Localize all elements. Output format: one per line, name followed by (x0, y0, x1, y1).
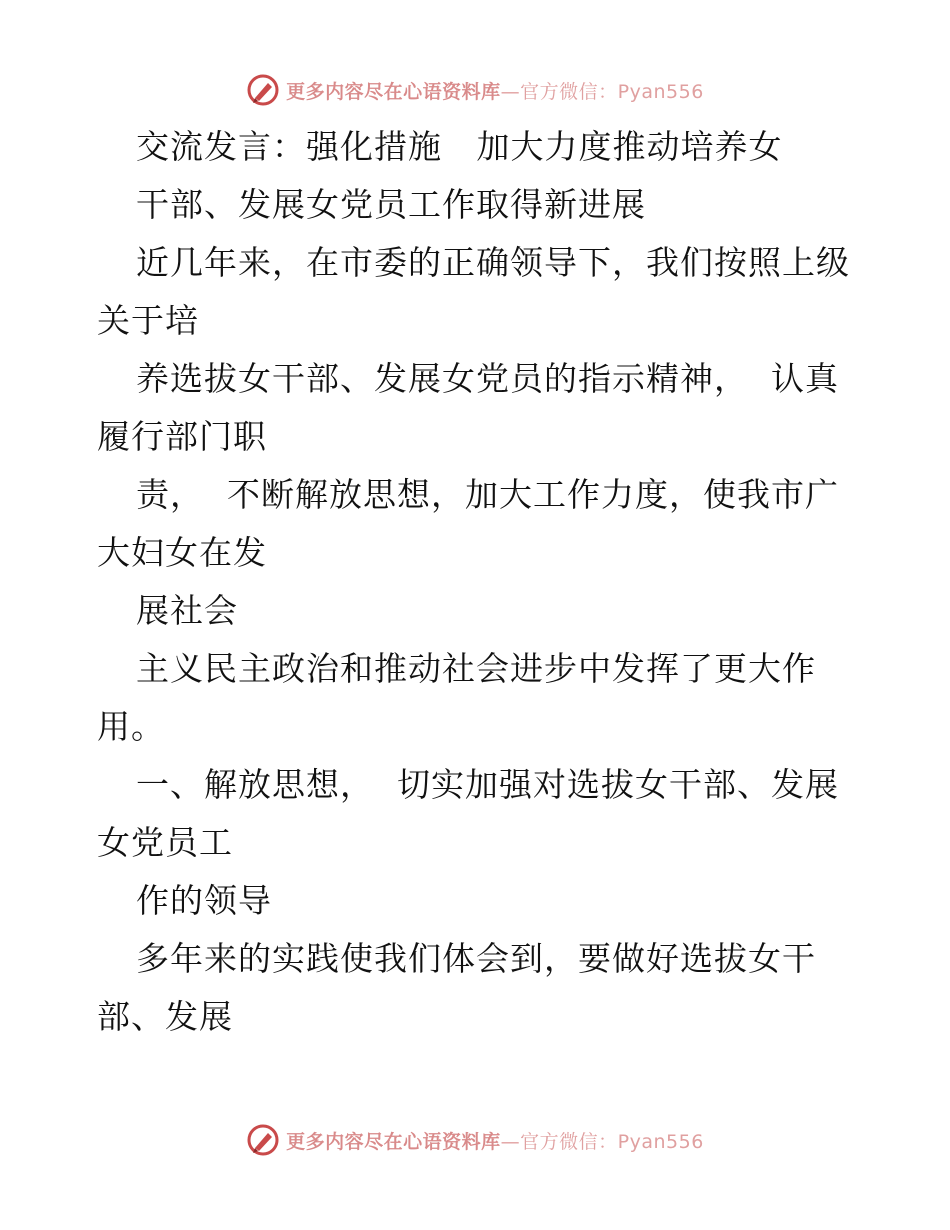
paragraph-line: 养选拔女干部、发展女党员的指示精神， 认真 (136, 359, 839, 398)
paragraph-line: 女党员工 (97, 823, 233, 862)
paragraph-line: 大妇女在发 (97, 533, 267, 572)
document-body (97, 118, 867, 1046)
watermark-text: 更多内容尽在心语资料库—官方微信：Pyan556 (286, 1130, 704, 1153)
paragraph-line: 关于培 (97, 301, 199, 340)
paragraph-line: 作的领导 (136, 881, 272, 920)
paragraph-line: 展社会 (136, 591, 238, 630)
paragraph-line: 履行部门职 (97, 417, 267, 456)
paragraph-line: 交流发言：强化措施 加大力度推动培养女 (136, 127, 783, 166)
paragraph-line: 近几年来，在市委的正确领导下，我们按照上级 (136, 243, 850, 282)
watermark-text: 更多内容尽在心语资料库—官方微信：Pyan556 (286, 80, 704, 103)
paragraph-line: 干部、发展女党员工作取得新进展 (136, 185, 646, 224)
paragraph-line: 责， 不断解放思想，加大工作力度，使我市广 (136, 475, 839, 514)
pen-logo-icon (246, 73, 280, 107)
header-watermark-banner (0, 70, 950, 110)
paragraph-line: 一、解放思想， 切实加强对选拔女干部、发展 (136, 765, 839, 804)
paragraph-line: 用。 (97, 707, 165, 746)
paragraph-line: 多年来的实践使我们体会到，要做好选拔女干 (136, 939, 816, 978)
paragraph-line: 主义民主政治和推动社会进步中发挥了更大作 (136, 649, 816, 688)
footer-watermark-banner (0, 1120, 950, 1160)
pen-logo-icon (246, 1123, 280, 1157)
paragraph-line: 部、发展 (97, 997, 233, 1036)
